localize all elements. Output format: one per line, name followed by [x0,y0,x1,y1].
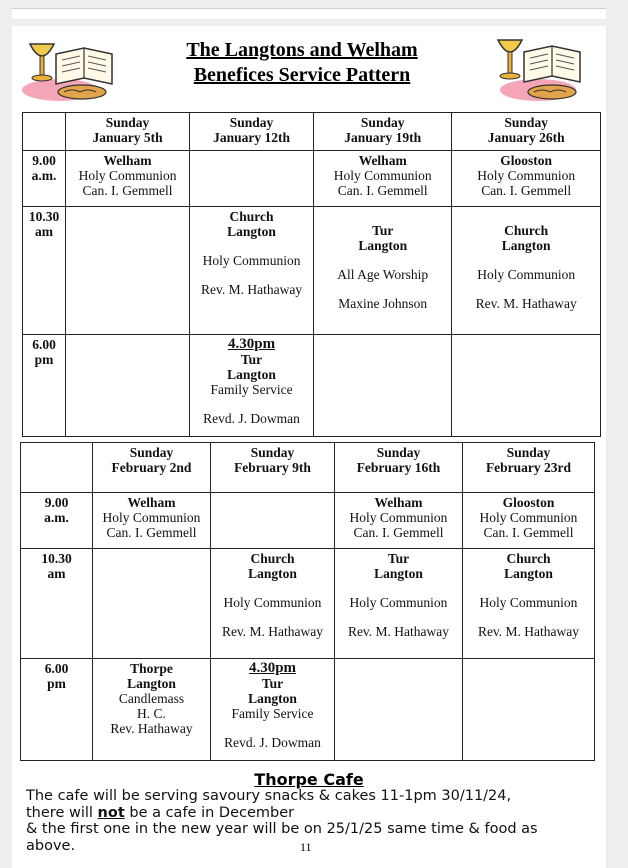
table-row [21,659,595,761]
cafe-notice [26,788,606,854]
service-cell [463,659,595,761]
title-line-1: The Langtons and Welham [186,39,418,61]
time-cell: 6.00 pm [21,659,93,761]
date-header: Sunday January 19th [314,113,452,151]
service-cell [211,493,335,549]
service-cell: 4.30pm Tur Langton Family Service Revd. J. Dowman [211,659,335,761]
service-cell: 4.30pm Tur Langton Family Service Revd. J. Dowman [190,335,314,437]
corner-cell [21,443,93,493]
date-header: Sunday February 23rd [463,443,595,493]
table-row [23,151,601,207]
service-cell: Church Langton Holy Communion Rev. M. Hathaway [463,549,595,659]
date-header: Sunday January 5th [66,113,190,151]
january-schedule-table [22,112,601,437]
service-cell: Welham Holy Communion Can. I. Gemmell [93,493,211,549]
table-row [23,207,601,335]
service-cell [66,207,190,335]
cafe-line-2: there will not be a cafe in December [26,804,295,821]
table-row [21,493,595,549]
february-schedule-table [20,442,595,761]
communion-clipart-left [20,32,120,104]
page-title [152,38,452,88]
table-row [21,549,595,659]
table-row [21,443,595,493]
cafe-heading: Thorpe Cafe [254,770,364,789]
service-cell: Tur Langton All Age Worship Maxine Johnson [314,207,452,335]
service-cell [93,549,211,659]
service-cell: Glooston Holy Communion Can. I. Gemmell [463,493,595,549]
communion-clipart-right [486,32,586,104]
date-header: Sunday February 2nd [93,443,211,493]
service-cell: Welham Holy Communion Can. I. Gemmell [335,493,463,549]
time-cell: 10.30 am [23,207,66,335]
service-cell: Glooston Holy Communion Can. I. Gemmell [452,151,601,207]
service-cell: Church Langton Holy Communion Rev. M. Hathaway [190,207,314,335]
time-cell: 9.00 a.m. [23,151,66,207]
service-cell: Church Langton Holy Communion Rev. M. Hathaway [211,549,335,659]
service-cell: Tur Langton Holy Communion Rev. M. Hathaway [335,549,463,659]
service-cell: Welham Holy Communion Can. I. Gemmell [66,151,190,207]
page-number: 11 [300,840,312,854]
title-line-2: Benefices Service Pattern [193,64,411,86]
time-cell: 9.00 a.m. [21,493,93,549]
cafe-line-3: & the first one in the new year will be on 25/1/25 same time & food as [26,821,538,837]
service-cell: Welham Holy Communion Can. I. Gemmell [314,151,452,207]
date-header: Sunday January 12th [190,113,314,151]
table-row [23,113,601,151]
time-cell: 6.00 pm [23,335,66,437]
document-page [12,26,606,868]
table-row [23,335,601,437]
cafe-line-4: above. [26,837,76,854]
time-cell: 10.30 am [21,549,93,659]
service-cell: Church Langton Holy Communion Rev. M. Hathaway [452,207,601,335]
corner-cell [23,113,66,151]
previous-page-edge [12,8,606,19]
date-header: Sunday February 9th [211,443,335,493]
service-cell [314,335,452,437]
service-cell [452,335,601,437]
date-header: Sunday January 26th [452,113,601,151]
service-cell [66,335,190,437]
date-header: Sunday February 16th [335,443,463,493]
service-cell: Thorpe Langton Candlemass H. C. Rev. Hathaway [93,659,211,761]
service-cell [335,659,463,761]
service-cell [190,151,314,207]
cafe-line-1: The cafe will be serving savoury snacks & cakes 11-1pm 30/11/24, [26,788,512,804]
